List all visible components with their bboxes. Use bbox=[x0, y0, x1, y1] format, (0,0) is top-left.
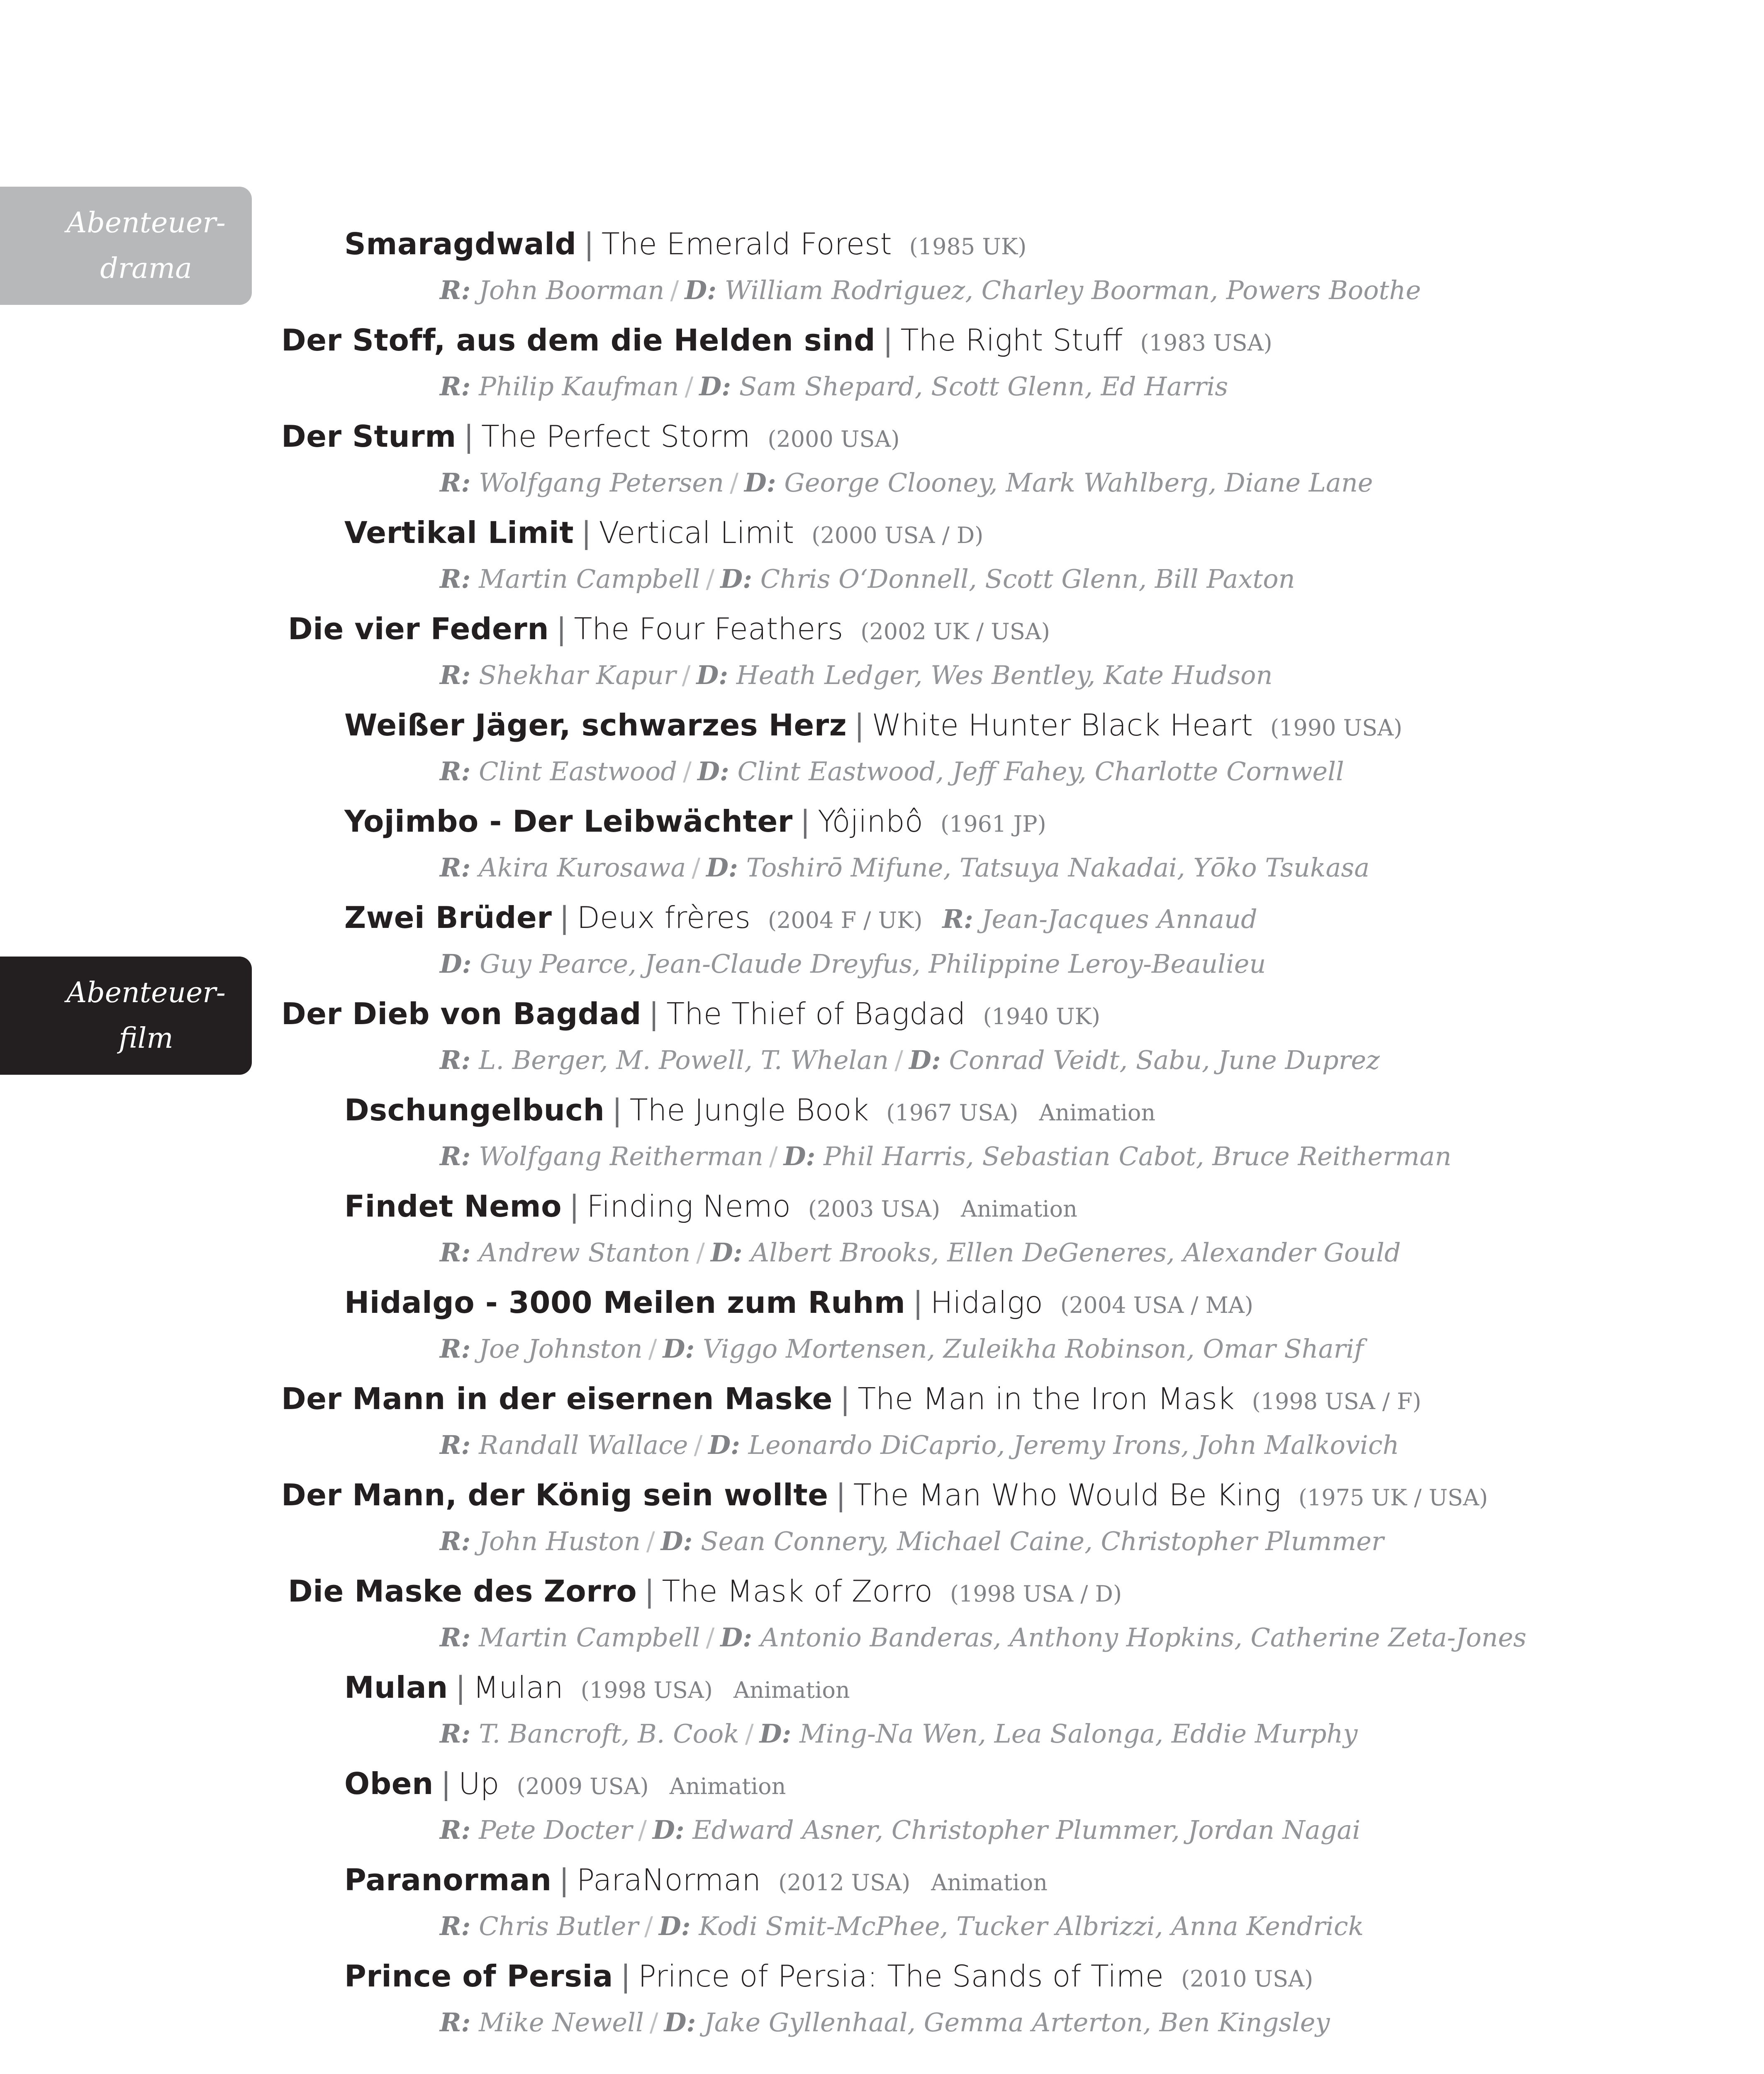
original-title: Vertical Limit bbox=[599, 515, 794, 550]
credit-separator: / bbox=[682, 660, 691, 690]
cast-label: D: bbox=[720, 1622, 753, 1653]
title-separator: | bbox=[620, 1959, 631, 1994]
title-separator: | bbox=[836, 1478, 846, 1512]
film-title-line bbox=[344, 220, 1026, 268]
german-title: Vertikal Limit bbox=[344, 515, 574, 550]
director-label: R: bbox=[440, 1141, 471, 1171]
credit-separator: / bbox=[692, 852, 701, 883]
title-separator: | bbox=[854, 708, 865, 742]
director: Pete Docter bbox=[479, 1815, 633, 1845]
original-title: Yôjinbô bbox=[818, 804, 923, 839]
cast-label: D: bbox=[783, 1141, 816, 1171]
director-label: R: bbox=[440, 275, 471, 305]
cast: Leonardo DiCaprio, Jeremy Irons, John Malkovich bbox=[748, 1430, 1399, 1460]
title-separator: | bbox=[455, 1670, 466, 1705]
category-tab-line: Abenteuer- bbox=[66, 206, 226, 239]
title-separator: | bbox=[840, 1381, 850, 1416]
director: Martin Campbell bbox=[479, 1622, 700, 1653]
german-title: Der Mann, der König sein wollte bbox=[281, 1478, 828, 1512]
german-title: Hidalgo - 3000 Meilen zum Ruhm bbox=[344, 1285, 906, 1320]
original-title: Mulan bbox=[473, 1670, 563, 1705]
cast: George Clooney, Mark Wahlberg, Diane Lane bbox=[784, 467, 1373, 498]
director: Wolfgang Reitherman bbox=[479, 1141, 763, 1171]
credit-separator: / bbox=[644, 1911, 653, 1941]
film-title-line bbox=[288, 1567, 1122, 1615]
original-title: The Emerald Forest bbox=[601, 226, 892, 261]
cast-label: D: bbox=[909, 1045, 941, 1075]
title-separator: | bbox=[644, 1574, 655, 1609]
original-title: Hidalgo bbox=[930, 1285, 1043, 1320]
credits-line bbox=[440, 1808, 1360, 1852]
german-title: Yojimbo - Der Leibwächter bbox=[344, 804, 793, 839]
credits-line bbox=[440, 460, 1373, 505]
genre-tag: Animation bbox=[733, 1677, 850, 1703]
year-country: (1985 UK) bbox=[909, 234, 1027, 260]
credit-separator: / bbox=[649, 2007, 658, 2037]
director-label: R: bbox=[440, 467, 471, 498]
year-country: (1990 USA) bbox=[1270, 715, 1403, 741]
year-country: (2002 UK / USA) bbox=[860, 618, 1050, 645]
credit-separator: / bbox=[745, 1719, 754, 1749]
film-title-line bbox=[344, 797, 1046, 845]
cast: Clint Eastwood, Jeff Fahey, Charlotte Cornwell bbox=[737, 756, 1344, 786]
director-label: R: bbox=[440, 1911, 471, 1941]
cast: William Rodriguez, Charley Boorman, Powers Boothe bbox=[724, 275, 1421, 305]
german-title: Findet Nemo bbox=[344, 1189, 562, 1224]
director: Joe Johnston bbox=[479, 1334, 643, 1364]
director: Akira Kurosawa bbox=[479, 852, 686, 883]
film-entry bbox=[0, 1375, 1764, 1471]
category-tab-line: drama bbox=[100, 252, 192, 285]
credit-separator: / bbox=[696, 1237, 705, 1268]
director-label: R: bbox=[440, 1237, 471, 1268]
genre-tag: Animation bbox=[1039, 1100, 1156, 1126]
director-label: R: bbox=[440, 1334, 471, 1364]
cast: Kodi Smit-McPhee, Tucker Albrizzi, Anna Kendrick bbox=[699, 1911, 1364, 1941]
film-title-line bbox=[344, 1278, 1253, 1327]
year-country: (2010 USA) bbox=[1181, 1966, 1313, 1992]
credits-line bbox=[440, 364, 1228, 409]
cast-label: D: bbox=[660, 1526, 693, 1556]
credits-line bbox=[440, 1519, 1384, 1564]
year-country: (2000 USA / D) bbox=[811, 522, 984, 548]
cast: Edward Asner, Christopher Plummer, Jordan Nagai bbox=[692, 1815, 1361, 1845]
film-entry bbox=[0, 893, 1764, 990]
film-entry bbox=[0, 316, 1764, 412]
director: Randall Wallace bbox=[479, 1430, 688, 1460]
title-separator: | bbox=[581, 515, 592, 550]
cast: Sean Connery, Michael Caine, Christopher Plummer bbox=[701, 1526, 1384, 1556]
director-label: R: bbox=[440, 1430, 471, 1460]
cast: Antonio Banderas, Anthony Hopkins, Catherine Zeta-Jones bbox=[760, 1622, 1527, 1653]
director: Martin Campbell bbox=[479, 564, 700, 594]
original-title: The Mask of Zorro bbox=[662, 1574, 933, 1609]
credit-separator: / bbox=[646, 1526, 655, 1556]
cast-label: D: bbox=[652, 1815, 685, 1845]
credits-line bbox=[440, 653, 1272, 698]
director: Wolfgang Petersen bbox=[479, 467, 724, 498]
year-country: (1961 JP) bbox=[940, 811, 1046, 837]
film-title-line bbox=[344, 1856, 1048, 1904]
film-entry bbox=[0, 1182, 1764, 1278]
title-separator: | bbox=[559, 900, 570, 935]
cast-label: D: bbox=[658, 1911, 691, 1941]
original-title: The Man in the Iron Mask bbox=[858, 1381, 1235, 1416]
film-entry bbox=[0, 1856, 1764, 1952]
credits-line bbox=[440, 1423, 1399, 1468]
category-tab-line: film bbox=[119, 1022, 173, 1055]
german-title: Prince of Persia bbox=[344, 1959, 613, 1994]
german-title: Dschungelbuch bbox=[344, 1093, 605, 1127]
director-label: R: bbox=[440, 564, 471, 594]
credit-separator: / bbox=[706, 1622, 715, 1653]
german-title: Die vier Federn bbox=[288, 611, 549, 646]
title-separator: | bbox=[913, 1285, 923, 1320]
cast: Viggo Mortensen, Zuleikha Robinson, Omar Sharif bbox=[703, 1334, 1364, 1364]
director-label: R: bbox=[440, 1526, 471, 1556]
german-title: Paranorman bbox=[344, 1862, 552, 1897]
cast-label: D: bbox=[711, 1237, 743, 1268]
title-separator: | bbox=[800, 804, 811, 839]
cast: Sam Shepard, Scott Glenn, Ed Harris bbox=[739, 371, 1228, 402]
director: Shekhar Kapur bbox=[479, 660, 676, 690]
credit-separator: / bbox=[706, 564, 715, 594]
year-country: (2004 F / UK) bbox=[767, 907, 923, 933]
film-entry bbox=[0, 412, 1764, 509]
cast: Albert Brooks, Ellen DeGeneres, Alexander Gould bbox=[750, 1237, 1401, 1268]
film-entry bbox=[0, 797, 1764, 893]
cast-label: D: bbox=[744, 467, 776, 498]
original-title: The Thief of Bagdad bbox=[666, 996, 966, 1031]
german-title: Zwei Brüder bbox=[344, 900, 552, 935]
year-country: (1998 USA / F) bbox=[1252, 1388, 1421, 1414]
original-title: Deux frères bbox=[577, 900, 750, 935]
cast: Jake Gyllenhaal, Gemma Arterton, Ben Kingsley bbox=[704, 2007, 1330, 2037]
film-entry bbox=[0, 1567, 1764, 1663]
credits-line bbox=[440, 942, 1266, 986]
title-separator: | bbox=[612, 1093, 622, 1127]
film-entry bbox=[0, 1760, 1764, 1856]
german-title: Der Sturm bbox=[281, 419, 456, 454]
film-title-line bbox=[344, 1086, 1155, 1134]
film-title-line bbox=[344, 509, 983, 557]
year-country: (1940 UK) bbox=[983, 1003, 1101, 1030]
film-title-line bbox=[281, 1471, 1488, 1519]
cast-label: D: bbox=[720, 564, 753, 594]
german-title: Die Maske des Zorro bbox=[288, 1574, 637, 1609]
year-country: (1998 USA / D) bbox=[950, 1581, 1122, 1607]
title-separator: | bbox=[441, 1766, 451, 1801]
director-label: R: bbox=[440, 2007, 471, 2037]
film-title-line bbox=[344, 893, 1257, 942]
title-separator: | bbox=[463, 419, 474, 454]
film-title-line bbox=[281, 412, 900, 460]
credits-line bbox=[440, 1230, 1401, 1275]
cast-label: D: bbox=[664, 2007, 696, 2037]
german-title: Smaragdwald bbox=[344, 226, 577, 261]
film-entry bbox=[0, 1471, 1764, 1567]
cast-label: D: bbox=[759, 1719, 792, 1749]
title-separator: | bbox=[584, 226, 594, 261]
credits-line bbox=[440, 1711, 1357, 1756]
credits-line bbox=[440, 557, 1295, 601]
credit-separator: / bbox=[730, 467, 738, 498]
film-entry bbox=[0, 509, 1764, 605]
film-title-line bbox=[344, 1182, 1077, 1230]
german-title: Der Stoff, aus dem die Helden sind bbox=[281, 323, 876, 358]
cast: Phil Harris, Sebastian Cabot, Bruce Reitherman bbox=[824, 1141, 1452, 1171]
credits-line bbox=[440, 2000, 1330, 2045]
film-title-line bbox=[288, 605, 1050, 653]
original-title: Up bbox=[458, 1766, 499, 1801]
director-label: R: bbox=[440, 852, 471, 883]
film-title-line bbox=[344, 1760, 786, 1808]
film-entry bbox=[0, 1663, 1764, 1760]
cast-label: D: bbox=[696, 660, 729, 690]
year-country: (1998 USA) bbox=[580, 1677, 713, 1703]
cast: Ming-Na Wen, Lea Salonga, Eddie Murphy bbox=[799, 1719, 1358, 1749]
cast: Guy Pearce, Jean-Claude Dreyfus, Philippine Leroy-Beaulieu bbox=[480, 949, 1266, 979]
original-title: ParaNorman bbox=[576, 1862, 761, 1897]
cast-label: D: bbox=[663, 1334, 695, 1364]
title-separator: | bbox=[556, 611, 567, 646]
film-entry bbox=[0, 990, 1764, 1086]
german-title: Oben bbox=[344, 1766, 434, 1801]
director-label: R: bbox=[440, 1045, 471, 1075]
german-title: Der Mann in der eisernen Maske bbox=[281, 1381, 833, 1416]
director: Chris Butler bbox=[479, 1911, 639, 1941]
original-title: The Jungle Book bbox=[629, 1093, 869, 1127]
genre-tag: Animation bbox=[669, 1773, 786, 1799]
credits-line bbox=[440, 268, 1421, 313]
credit-separator: / bbox=[769, 1141, 778, 1171]
cast-label: D: bbox=[685, 275, 716, 305]
genre-tag: Animation bbox=[961, 1196, 1077, 1222]
original-title: Prince of Persia: The Sands of Time bbox=[638, 1959, 1164, 1994]
credit-separator: / bbox=[638, 1815, 647, 1845]
director: John Huston bbox=[479, 1526, 641, 1556]
director: Jean-Jacques Annaud bbox=[981, 904, 1257, 934]
year-country: (1975 UK / USA) bbox=[1298, 1485, 1488, 1511]
year-country: (2004 USA / MA) bbox=[1060, 1292, 1253, 1318]
year-country: (2000 USA) bbox=[767, 426, 900, 452]
director: Clint Eastwood bbox=[479, 756, 677, 786]
german-title: Der Dieb von Bagdad bbox=[281, 996, 641, 1031]
original-title: The Four Feathers bbox=[574, 611, 843, 646]
director: John Boorman bbox=[479, 275, 665, 305]
year-country: (2012 USA) bbox=[778, 1870, 911, 1896]
original-title: The Perfect Storm bbox=[481, 419, 750, 454]
director-label: R: bbox=[440, 1719, 471, 1749]
film-entry bbox=[0, 701, 1764, 797]
year-country: (2003 USA) bbox=[808, 1196, 940, 1222]
credits-line bbox=[440, 749, 1344, 794]
credits-line bbox=[440, 1327, 1364, 1371]
film-title-line bbox=[281, 1375, 1421, 1423]
credits-line bbox=[440, 845, 1369, 890]
director-label: R: bbox=[440, 660, 471, 690]
german-title: Weißer Jäger, schwarzes Herz bbox=[344, 708, 847, 742]
director: L. Berger, M. Powell, T. Whelan bbox=[479, 1045, 889, 1075]
cast-label: D: bbox=[697, 756, 729, 786]
original-title: The Man Who Would Be King bbox=[853, 1478, 1281, 1512]
cast: Toshirō Mifune, Tatsuya Nakadai, Yōko Tsukasa bbox=[746, 852, 1370, 883]
director-label: R: bbox=[440, 371, 471, 402]
german-title: Mulan bbox=[344, 1670, 448, 1705]
credits-line bbox=[440, 1038, 1380, 1083]
director-label: R: bbox=[440, 1622, 471, 1653]
inline-director bbox=[923, 904, 1257, 934]
credit-separator: / bbox=[685, 371, 694, 402]
cast-label: D: bbox=[440, 949, 472, 979]
original-title: Finding Nemo bbox=[587, 1189, 791, 1224]
director-label: R: bbox=[440, 756, 471, 786]
original-title: The Right Stuff bbox=[900, 323, 1123, 358]
year-country: (1967 USA) bbox=[886, 1100, 1018, 1126]
film-entry bbox=[0, 1278, 1764, 1375]
credit-separator: / bbox=[670, 275, 679, 305]
film-title-line bbox=[281, 990, 1100, 1038]
cast: Heath Ledger, Wes Bentley, Kate Hudson bbox=[736, 660, 1273, 690]
credit-separator: / bbox=[683, 756, 692, 786]
cast-label: D: bbox=[699, 371, 731, 402]
credits-line bbox=[440, 1134, 1452, 1179]
director-label: R: bbox=[440, 1815, 471, 1845]
film-entry bbox=[0, 605, 1764, 701]
cast: Chris O‘Donnell, Scott Glenn, Bill Paxton bbox=[760, 564, 1295, 594]
director: T. Bancroft, B. Cook bbox=[479, 1719, 739, 1749]
director-label: R: bbox=[942, 904, 973, 934]
director: Philip Kaufman bbox=[479, 371, 679, 402]
cast-label: D: bbox=[708, 1430, 741, 1460]
film-entry bbox=[0, 1952, 1764, 2048]
original-title: White Hunter Black Heart bbox=[872, 708, 1253, 742]
film-entry bbox=[0, 220, 1764, 316]
title-separator: | bbox=[648, 996, 659, 1031]
cast-label: D: bbox=[706, 852, 738, 883]
title-separator: | bbox=[883, 323, 893, 358]
credits-line bbox=[440, 1904, 1364, 1949]
film-title-line bbox=[344, 1663, 850, 1711]
year-country: (1983 USA) bbox=[1140, 330, 1272, 356]
credit-separator: / bbox=[694, 1430, 703, 1460]
credits-line bbox=[440, 1615, 1526, 1660]
title-separator: | bbox=[559, 1862, 569, 1897]
cast: Conrad Veidt, Sabu, June Duprez bbox=[949, 1045, 1380, 1075]
film-title-line bbox=[281, 316, 1272, 364]
film-title-line bbox=[344, 701, 1402, 749]
film-title-line bbox=[344, 1952, 1313, 2000]
year-country: (2009 USA) bbox=[517, 1773, 649, 1799]
category-tab-line: Abenteuer- bbox=[66, 976, 226, 1009]
director: Mike Newell bbox=[479, 2007, 644, 2037]
genre-tag: Animation bbox=[931, 1870, 1048, 1896]
credit-separator: / bbox=[894, 1045, 904, 1075]
film-entry bbox=[0, 1086, 1764, 1182]
title-separator: | bbox=[569, 1189, 580, 1224]
director: Andrew Stanton bbox=[479, 1237, 691, 1268]
credit-separator: / bbox=[648, 1334, 657, 1364]
